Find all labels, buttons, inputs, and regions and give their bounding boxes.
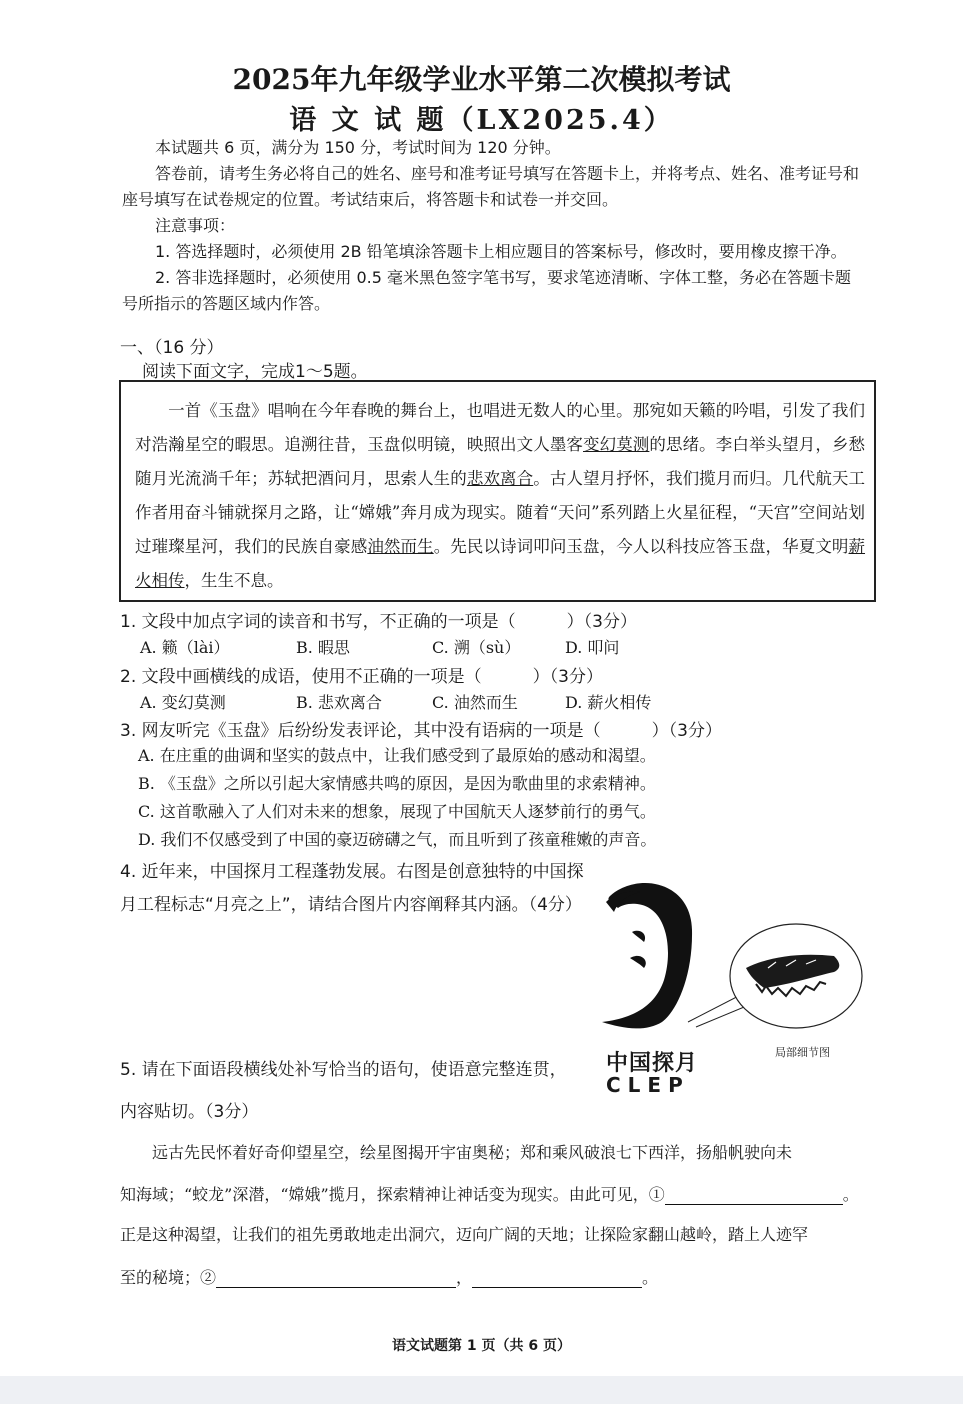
section-prompt: 阅读下面文字，完成1～5题。 <box>142 362 368 382</box>
clep-logo-figure <box>596 872 876 1062</box>
q2-option-c: C. 油然而生 <box>432 693 518 712</box>
detail-caption: 局部细节图 <box>775 1046 830 1059</box>
q5-paragraph-line: 至的秘境；② ， 。 <box>120 1268 659 1287</box>
section-heading: 一、（16 分） <box>120 338 224 358</box>
q3-option-a: A. 在庄重的曲调和坚实的鼓点中，让我们感受到了最原始的感动和渴望。 <box>138 746 656 765</box>
underlined-idiom: 悲欢离合 <box>466 469 534 488</box>
underlined-idiom: 变幻莫测 <box>583 435 650 454</box>
instruction-line: 座号填写在试卷规定的位置。考试结束后，将答题卡和试卷一并交回。 <box>122 190 619 209</box>
question-4-line: 4. 近年来，中国探月工程蓬勃发展。右图是创意独特的中国探 <box>120 862 584 882</box>
instruction-line: 1. 答选择题时，必须使用 2B 铅笔填涂答题卡上相应题目的答案标号，修改时，要用橡皮擦干净。 <box>155 242 847 261</box>
q5-paragraph-line: 远古先民怀着好奇仰望星空，绘星图揭开宇宙奥秘；郑和乘风破浪七下西洋，扬船帆驶向未 <box>152 1143 793 1162</box>
q3-option-b: B. 《玉盘》之所以引起大家情感共鸣的原因，是因为歌曲里的求索精神。 <box>138 774 656 793</box>
answer-blank-2b[interactable] <box>472 1269 642 1288</box>
question-3-stem: 3. 网友听完《玉盘》后纷纷发表评论，其中没有语病的一项是（ ）（3分） <box>120 721 722 741</box>
underlined-idiom: 油然而生 <box>367 537 434 556</box>
question-4-line: 月工程标志“月亮之上”，请结合图片内容阐释其内涵。（4分） <box>120 895 582 915</box>
q1-option-a: A. 籁（lài） <box>140 638 230 657</box>
q3-option-d: D. 我们不仅感受到了中国的豪迈磅礴之气，而且听到了孩童稚嫩的声音。 <box>138 830 657 849</box>
instruction-line: 2. 答非选择题时，必须使用 0.5 毫米黑色签字笔书写，要求笔迹清晰、字体工整，务必在答题卡题 <box>155 268 851 287</box>
q3-option-c: C. 这首歌融入了人们对未来的想象，展现了中国航天人逐梦前行的勇气。 <box>138 802 656 821</box>
question-1-stem: 1. 文段中加点字词的读音和书写，不正确的一项是（ ）（3分） <box>120 612 637 632</box>
question-5-line: 5. 请在下面语段横线处补写恰当的语句，使语意完整连贯， <box>120 1060 567 1080</box>
logo-cn-text: 中国探月 <box>606 1051 699 1076</box>
page-footer: 语文试题第 1 页（共 6 页） <box>392 1338 571 1354</box>
question-2-stem: 2. 文段中画横线的成语，使用不正确的一项是（ ）（3分） <box>120 667 603 687</box>
logo-en-text: CLEP <box>606 1073 690 1097</box>
q1-option-c: C. 溯（sù） <box>432 638 521 657</box>
q5-paragraph-line: 知海域；“蛟龙”深潜，“嫦娥”揽月，探索精神让神话变为现实。由此可见，① 。 <box>120 1185 859 1204</box>
instruction-line: 号所指示的答题区域内作答。 <box>122 294 331 313</box>
instruction-line: 本试题共 6 页，满分为 150 分，考试时间为 120 分钟。 <box>155 138 561 157</box>
q1-option-d: D. 叩问 <box>565 638 620 657</box>
question-5-line: 内容贴切。（3分） <box>120 1102 259 1122</box>
bottom-bar <box>0 1376 963 1404</box>
q2-option-b: B. 悲欢离合 <box>296 693 382 712</box>
q2-option-d: D. 薪火相传 <box>565 693 652 712</box>
answer-blank-2a[interactable] <box>216 1269 456 1288</box>
q5-paragraph-line: 正是这种渴望，让我们的祖先勇敢地走出洞穴，迈向广阔的天地；让探险家翻山越岭，踏上人迹罕 <box>120 1225 809 1244</box>
reading-passage-box <box>119 380 876 602</box>
notice-heading: 注意事项： <box>155 216 236 235</box>
answer-blank-1[interactable] <box>665 1186 843 1205</box>
underlined-idiom: 薪火相传 <box>135 537 866 590</box>
q2-option-a: A. 变幻莫测 <box>140 693 226 712</box>
q1-option-b: B. 暇思 <box>296 638 350 657</box>
exam-title: 2025年九年级学业水平第二次模拟考试 <box>232 63 731 96</box>
instruction-line: 答卷前，请考生务必将自己的姓名、座号和准考证号填写在答题卡上，并将考点、姓名、准考证号和 <box>155 164 860 183</box>
exam-subtitle: 语 文 试 题（LX2025.4） <box>289 105 674 136</box>
reading-passage: 一首《玉盘》唱响在今年春晚的舞台上，也唱进无数人的心里。那宛如天籁的吟唱，引发了我们对浩瀚星空的暇思。追溯往昔，玉盘似明镜，映照出文人墨客变幻莫测的思绪。李白举头望月，乡愁随月光流淌千年；苏轼把酒问月，思索人生的悲欢离合。古人望月抒怀，我们揽月而归。几代航天工作者用奋斗铺就探月之路，让“嫦娥”奔月成为现实。随着“天问”系列踏上火星征程，“天宫”空间站划过璀璨星河，我们的民族自豪感油然而生。先民以诗词叩问玉盘，今人以科技应答玉盘，华夏文明薪火相传，生生不息。 <box>135 401 866 590</box>
moon-logo-icon <box>596 872 876 1062</box>
